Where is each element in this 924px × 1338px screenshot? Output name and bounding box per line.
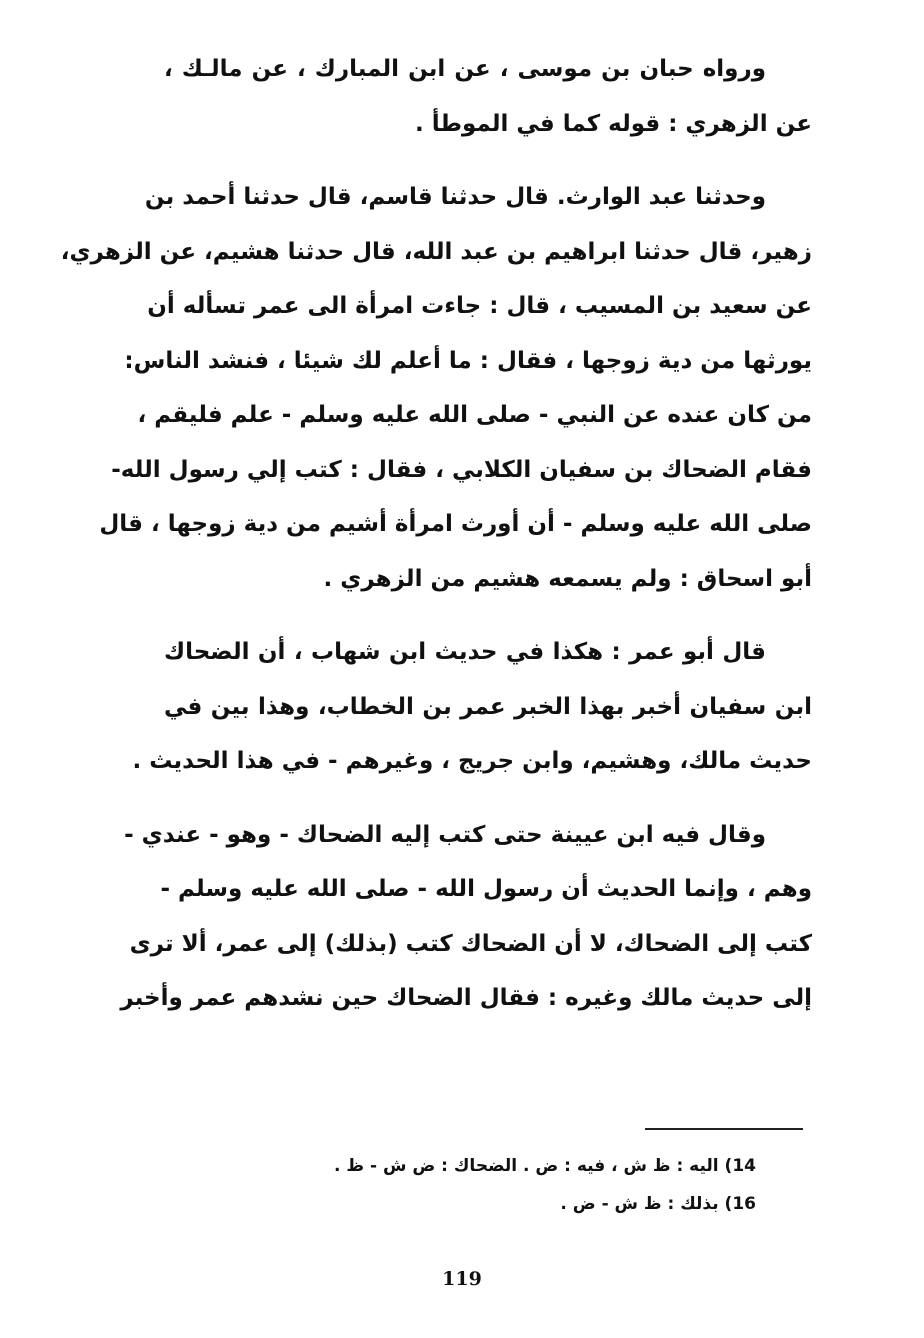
text-line: وقال فيه ابن عيينة حتى كتب إليه الضحاك - وهو - عندي -	[124, 821, 766, 848]
text-line: ورواه حبان بن موسى ، عن ابن المبارك ، عن مالـك ،	[164, 56, 766, 82]
paragraph	[60, 170, 812, 606]
text-line: وحدثنا عبد الوارث. قال حدثنا قاسم، قال حدثنا أحمد بن	[144, 184, 766, 210]
footnote: 16) بذلك : ظ ش - ض .	[560, 1194, 756, 1214]
text-line: قال أبو عمر : هكذا في حديث ابن شهاب ، أن الضحاك	[164, 639, 766, 665]
text-line: صلى الله عليه وسلم - أن أورث امرأة أشيم من دية زوجها ، قال	[99, 511, 812, 537]
text-line: فقام الضحاك بن سفيان الكلابي ، فقال : كتب إلي رسول الله-	[111, 456, 812, 483]
text-line: من كان عنده عن النبي - صلى الله عليه وسلم - علم فليقم ،	[137, 402, 812, 428]
text-line: كتب إلى الضحاك، لا أن الضحاك كتب (بذلك) إلى عمر، ألا ترى	[129, 930, 812, 957]
page-number: 119	[442, 1268, 482, 1290]
text-line: عن الزهري : قوله كما في الموطأ .	[414, 110, 812, 137]
footnote-divider	[645, 1128, 803, 1130]
main-text	[60, 42, 812, 1045]
footnotes	[276, 1147, 756, 1223]
footnote: 14) اليه : ظ ش ، فيه : ض . الضحاك : ض ش - ظ .	[334, 1156, 756, 1176]
text-line: إلى حديث مالك وغيره : فقال الضحاك حين نشدهم عمر وأخبر	[120, 985, 812, 1011]
text-line: ابن سفيان أخبر بهذا الخبر عمر بن الخطاب، وهذا بين في	[164, 693, 812, 720]
paragraph	[120, 808, 812, 1026]
text-line: أبو اسحاق : ولم يسمعه هشيم من الزهري .	[323, 565, 812, 592]
text-line: وهم ، وإنما الحديث أن رسول الله - صلى الله عليه وسلم -	[160, 876, 812, 902]
text-line: حديث مالك، وهشيم، وابن جريج ، وغيرهم - في هذا الحديث .	[132, 748, 812, 774]
paragraph	[132, 625, 812, 789]
paragraph	[164, 42, 812, 151]
text-line: عن سعيد بن المسيب ، قال : جاءت امرأة الى عمر تسأله أن	[147, 293, 812, 319]
text-line: زهير، قال حدثنا ابراهيم بن عبد الله، قال حدثنا هشيم، عن الزهري،	[60, 238, 812, 265]
text-line: يورثها من دية زوجها ، فقال : ما أعلم لك شيئا ، فنشد الناس:	[124, 347, 812, 374]
